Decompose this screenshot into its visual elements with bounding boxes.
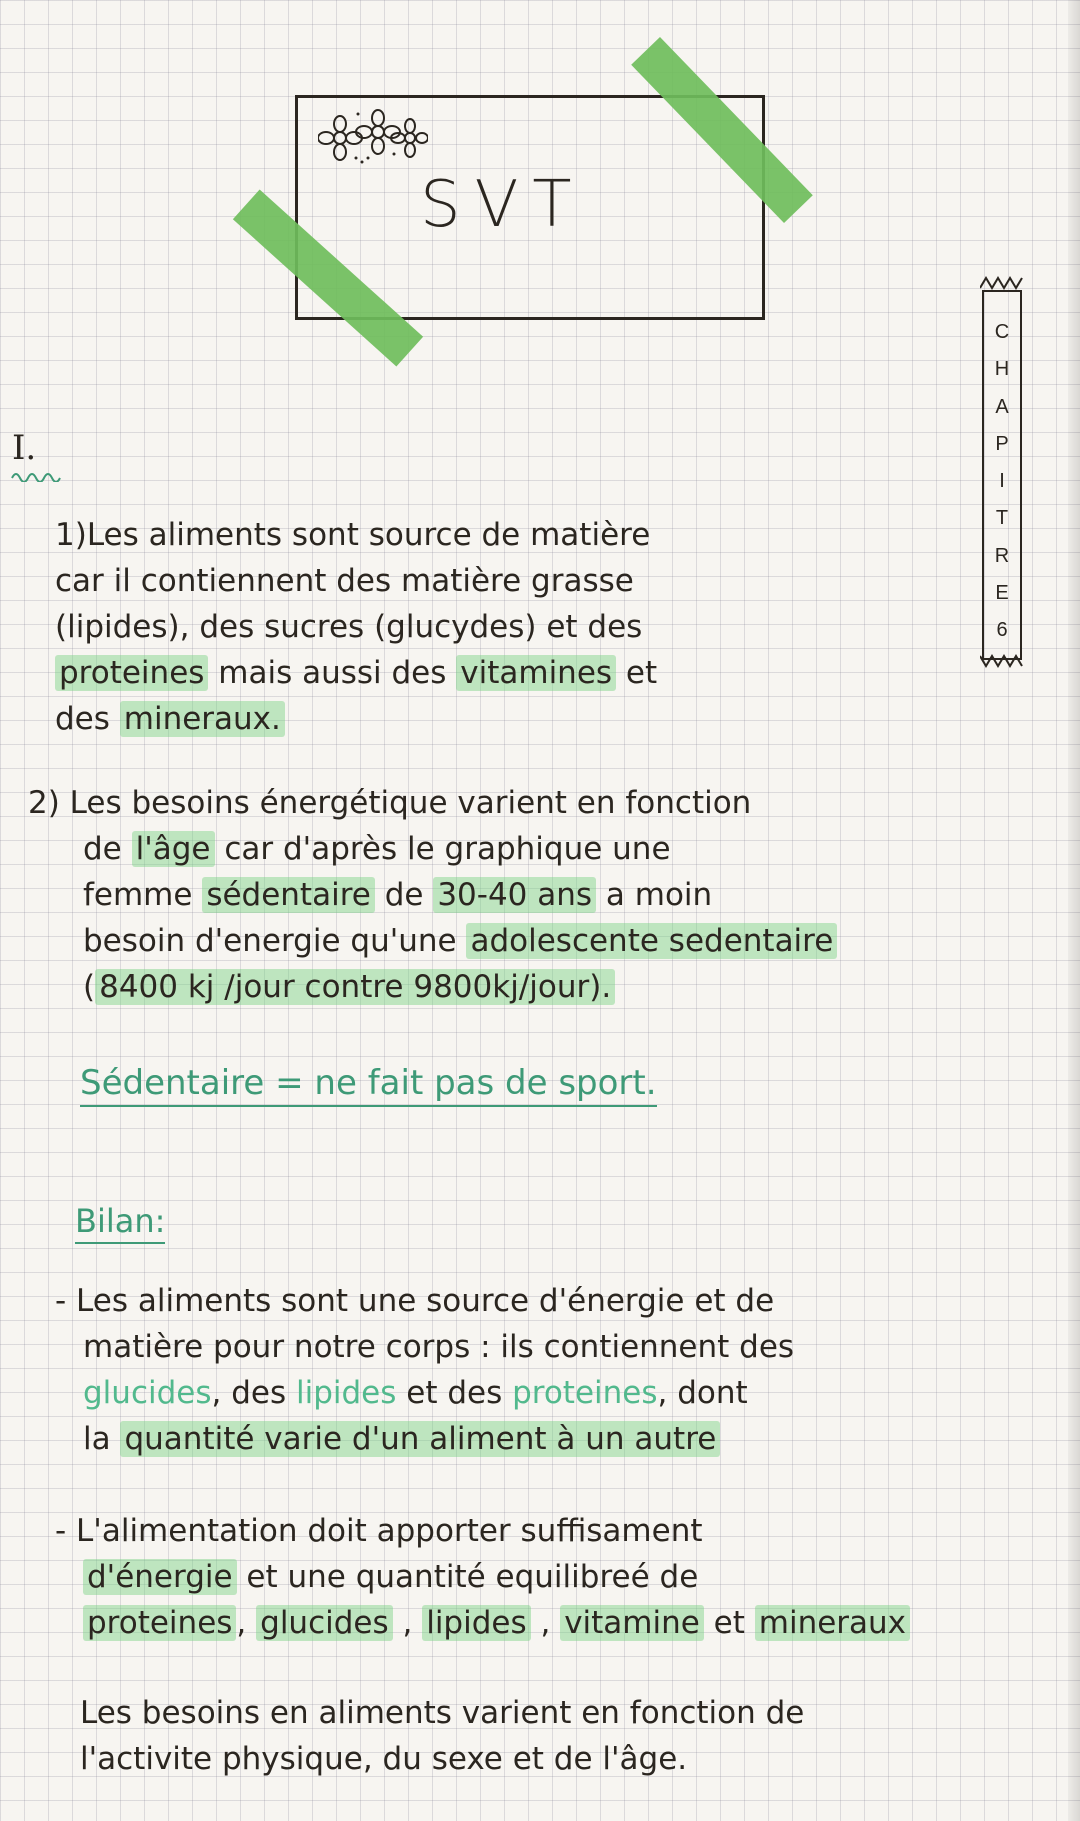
text-span: des xyxy=(55,701,120,737)
text-span: de xyxy=(374,877,434,913)
highlighted-term: l'âge xyxy=(132,831,215,867)
highlighted-term: lipides xyxy=(422,1605,530,1641)
highlighted-term: quantité varie d'un aliment à un autre xyxy=(120,1421,720,1457)
squiggle-underline-icon xyxy=(10,470,66,482)
text-line: car il contiennent des matière grasse xyxy=(55,563,634,599)
text-span: (lipides), des sucres xyxy=(55,609,375,645)
text-span: besoin d'energie qu'une xyxy=(83,923,467,959)
highlighted-term: d'énergie xyxy=(83,1559,237,1595)
highlighted-term: adolescente sedentaire xyxy=(466,923,837,959)
text-span: la xyxy=(83,1421,121,1457)
text-line xyxy=(55,1600,1065,1646)
text-line xyxy=(28,872,1038,918)
text-line xyxy=(28,918,1038,964)
bilan-conclusion xyxy=(80,1690,1080,1782)
highlighted-term: vitamines xyxy=(456,655,616,691)
text-line: Les besoins en aliments varient en fonction de xyxy=(80,1695,805,1731)
text-line: l'activite physique, du sexe et de l'âge. xyxy=(80,1741,688,1777)
bilan-label: Bilan: xyxy=(75,1202,165,1244)
highlighted-term: proteines xyxy=(83,1605,236,1641)
section-number: I. xyxy=(12,428,37,468)
highlighted-term: mineraux. xyxy=(120,701,285,737)
highlighted-term: proteines xyxy=(55,655,208,691)
bilan-item-1 xyxy=(55,1278,1065,1462)
text-line: matière pour notre corps : ils contiennent des xyxy=(83,1329,795,1365)
text-span: et xyxy=(616,655,658,691)
text-span: (glucydes) xyxy=(374,609,537,645)
chapter-letter: R xyxy=(994,544,1010,567)
text-span: , dont xyxy=(657,1375,748,1411)
chapter-letter: 6 xyxy=(996,619,1008,641)
highlighted-term: glucides xyxy=(256,1605,393,1641)
highlighted-term: vitamine xyxy=(560,1605,704,1641)
colored-term: glucides xyxy=(83,1375,212,1411)
zigzag-top-icon xyxy=(980,276,1024,290)
bilan-heading xyxy=(75,1198,1080,1244)
text-line xyxy=(55,696,1065,742)
text-span: mais aussi des xyxy=(208,655,457,691)
text-line xyxy=(28,964,1038,1010)
text-line xyxy=(55,1554,1065,1600)
colored-term: lipides xyxy=(295,1375,397,1411)
text-span: , xyxy=(530,1605,561,1641)
text-span: ( xyxy=(83,969,96,1005)
point-2-paragraph xyxy=(28,780,1038,1010)
definition-text: Sédentaire = ne fait pas de sport. xyxy=(80,1063,657,1107)
text-line xyxy=(55,1416,1065,1462)
highlighted-term: mineraux xyxy=(755,1605,910,1641)
text-line xyxy=(55,604,1065,650)
chapter-letter: H xyxy=(994,358,1010,381)
text-line: - Les aliments sont une source d'énergie et de xyxy=(55,1283,775,1319)
chapter-letter: T xyxy=(995,507,1009,530)
text-span: et une quantité equilibreé de xyxy=(236,1559,699,1595)
text-span: car d'après le graphique une xyxy=(214,831,671,867)
chapter-letter: C xyxy=(994,321,1010,343)
definition-sedentaire xyxy=(80,1060,1080,1106)
page-title: SVT xyxy=(420,168,586,242)
colored-term: proteines xyxy=(512,1375,658,1411)
flower-doodle-icon xyxy=(318,108,428,168)
text-line xyxy=(55,512,1065,558)
bilan-item-2 xyxy=(55,1508,1065,1646)
highlighted-term: 30-40 ans xyxy=(433,877,596,913)
highlighted-term: sédentaire xyxy=(202,877,375,913)
chapter-letter: E xyxy=(995,581,1009,604)
text-span: , xyxy=(392,1605,423,1641)
text-line xyxy=(55,1370,1065,1416)
text-line: - L'alimentation doit apporter suffisament xyxy=(55,1513,703,1549)
text-span: , des xyxy=(211,1375,296,1411)
text-span: et des xyxy=(396,1375,513,1411)
text-line xyxy=(55,650,1065,696)
chapter-letter: I xyxy=(999,470,1005,492)
highlighted-term: 8400 kj /jour contre 9800kj/jour). xyxy=(95,969,615,1005)
text-line: 2) Les besoins énergétique varient en fonction xyxy=(28,785,752,821)
text-span: et des xyxy=(536,609,643,645)
text-span: et xyxy=(703,1605,755,1641)
text-span: de xyxy=(83,831,132,867)
text-span: sont source de matière xyxy=(282,517,651,553)
chapter-letter: A xyxy=(995,395,1009,418)
text-span: , xyxy=(236,1605,257,1641)
point-1-paragraph xyxy=(55,512,1065,742)
text-span: femme xyxy=(83,877,203,913)
text-line xyxy=(28,826,1038,872)
chapter-letter: P xyxy=(995,432,1009,455)
text-span: a moin xyxy=(596,877,713,913)
text-span: 1)Les aliments xyxy=(55,517,283,553)
page-edge xyxy=(1068,0,1080,1821)
